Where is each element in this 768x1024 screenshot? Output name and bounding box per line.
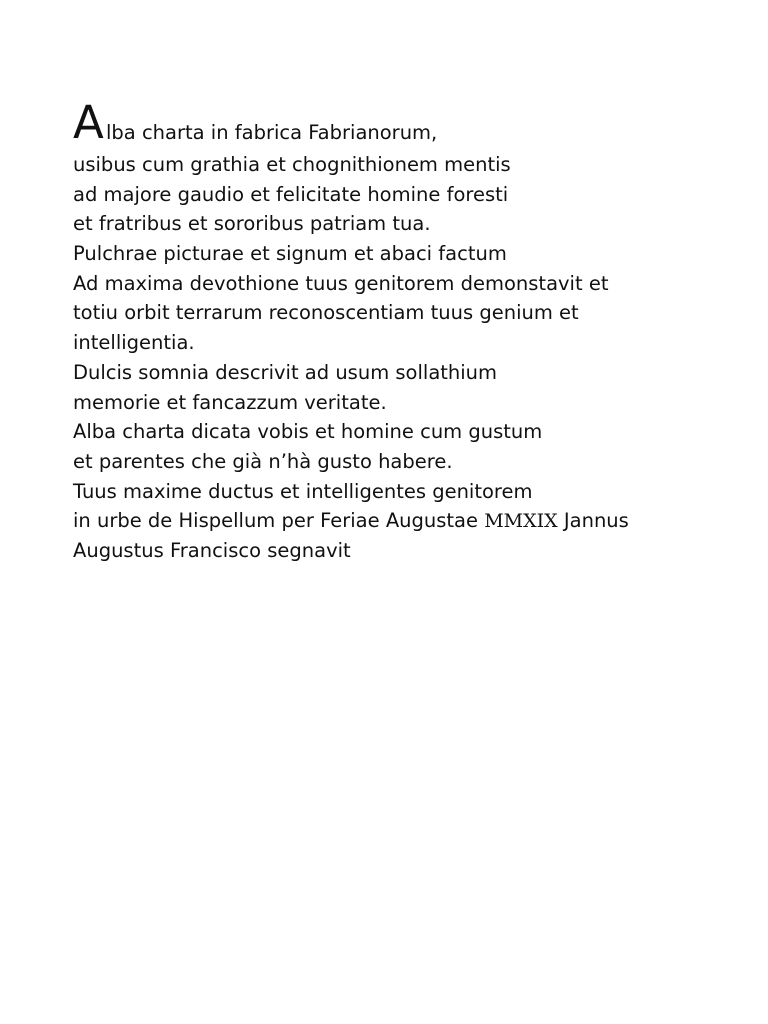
signature-line-end: Jannus bbox=[557, 509, 629, 533]
text-line: totiu orbit terrarum reconoscentiam tuus genium et bbox=[73, 301, 579, 325]
poem-text bbox=[73, 96, 753, 566]
text-line: ad majore gaudio et felicitate homine foresti bbox=[73, 182, 509, 206]
text-line: et fratribus et sororibus patriam tua. bbox=[73, 212, 431, 236]
text-line: Tuus maxime ductus et intelligentes genitorem bbox=[73, 479, 533, 503]
signature-line bbox=[73, 506, 753, 536]
text-line: intelligentia. bbox=[73, 331, 195, 355]
text-line: memorie et fancazzum veritate. bbox=[73, 390, 387, 414]
signature-last-line: Augustus Francisco segnavit bbox=[73, 538, 351, 562]
text-line: Pulchrae picturae et signum et abaci factum bbox=[73, 242, 507, 266]
roman-year: MMXIX bbox=[484, 510, 558, 533]
first-line bbox=[73, 96, 753, 150]
text-line: usibus cum grathia et chognithionem mentis bbox=[73, 153, 511, 176]
first-line-text: lba charta in fabrica Fabrianorum, bbox=[106, 121, 438, 144]
signature-line-start: in urbe de Hispellum per Feriae Augustae bbox=[73, 509, 485, 533]
text-line: et parentes che già n’hà gusto habere. bbox=[73, 449, 453, 473]
drop-cap: A bbox=[73, 96, 104, 149]
text-line: Dulcis somnia descrivit ad usum sollathium bbox=[73, 360, 498, 384]
text-line: Alba charta dicata vobis et homine cum gustum bbox=[73, 420, 543, 444]
text-line: Ad maxima devothione tuus genitorem demonstavit et bbox=[73, 271, 609, 295]
